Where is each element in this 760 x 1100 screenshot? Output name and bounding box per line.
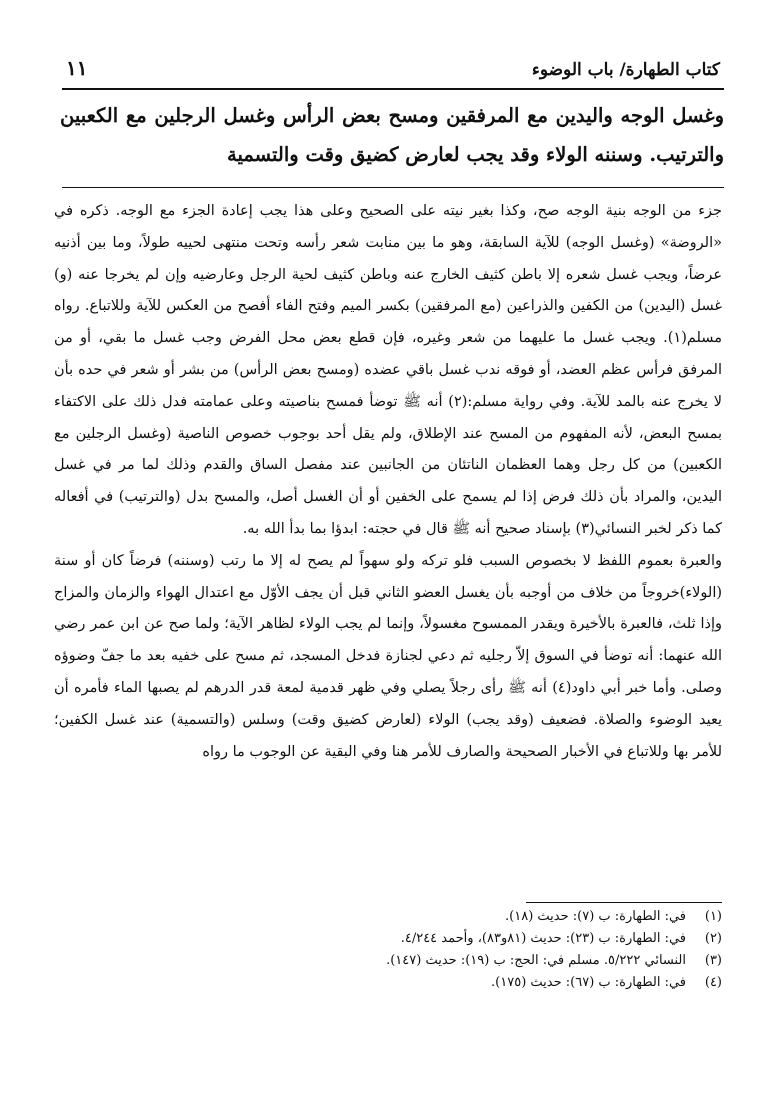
commentary-paragraph: والعبرة بعموم اللفظ لا بخصوص السبب فلو تركه ولو سهواً لم يصح له إلا ما رتب (وسننه) فرضاً كان أو سنة (الولاء)خروجاً من خلاف من أوجبه بأن يغسل العضو الثاني قبل أن يجف الأوّل مع اعتدال الهواء والزمان والمزاج وإذا ثلث، فالعبرة بالأخيرة ويقدر الممسوح مغسولاً، وإنما لم يجب الولاء لظاهر الآية؛ ولما صح عن ابن عمر رضي الله عنهما: أنه توضأ في السوق إلاّ رجليه ثم دعي لجنازة فدخل المسجد، ثم مسح على خفيه بعد ما جفّ وضوؤه وصلى. وأما خبر أبي داود(٤) أنه ﷺ رأى رجلاً يصلي وفي ظهر قدمية لمعة قدر الدرهم لم يصبها الماء فأمره أن يعيد الوضوء والصلاة. فضعيف (وقد يجب) الولاء (لعارض كضيق وقت) وسلس (والتسمية) عند غسل الكفين؛ للأمر بها وللاتباع في الأخبار الصحيحة والصارف للأمر هنا وفي البقية عن الوجوب ما رواه: [54, 552, 722, 760]
commentary-paragraph: جزء من الوجه بنية الوجه صح، وكذا بغير نيته على الصحيح وعلى هذا يجب إعادة الجزء مع الوجه. ذكره في «الروضة» (وغسل الوجه) للآية السابقة، وهو ما بين منابت شعر رأسه وتحت منتهى لحييه طولاً، وما بين أذنيه عرضاً، ويجب غسل شعره إلا باطن كثيف الخارج عنه وباطن كثيف لحية الرجل وعارضيه وإن لم يخرجا عنه (و) غسل (اليدين) من الكفين والذراعين (مع المرفقين) بكسر الميم وفتح الفاء أفصح من العكس للآية وللاتباع. رواه مسلم(١). ويجب غسل ما عليهما من شعر وغيره، فإن قطع بعض محل الفرض وجب غسل ما بقي، أو من المرفق فرأس عظم العضد، أو فوقه ندب غسل باقي عضده (ومسح بعض الرأس) من بشر أو شعر في حده بأن لا يخرج عنه بالمد للآية. وفي رواية مسلم:(٢) أنه ﷺ توضأ فمسح بناصيته وعلى عمامته فدل ذلك على الاكتفاء بمسح البعض، لأنه المفهوم من المسح عند الإطلاق، ولم يقل أحد بوجوب خصوص الناصية (وغسل الرجلين مع الكعبين) من كل رجل وهما العظمان الناتئان من الجانبين عند مفصل الساق والقدم وذلك لما مر في غسل اليدين، والمراد بأن ذلك فرض إذا لم يسمح على الخفين أو أن الغسل أصل، والمسح بدل (والترتيب) في أفعاله كما ذكر لخبر النسائي(٣) بإسناد صحيح أنه ﷺ قال في حجته: ابدؤا بما بدأ الله به.: [54, 203, 722, 537]
footnote-number: (٢): [704, 931, 722, 946]
page-number: ١١: [66, 56, 88, 80]
footnote: [200, 950, 722, 972]
page-header: [66, 50, 720, 80]
footnote-number: (١): [704, 909, 722, 924]
footnote-divider: [526, 902, 722, 903]
footnote-text: في: الطهارة: ب (٦٧): حديث (١٧٥).: [491, 975, 686, 990]
footnotes: [200, 906, 722, 994]
footnote-text: في: الطهارة: ب (٢٣): حديث (٨١و٨٣)، وأحمد ٤/٢٤٤.: [400, 931, 686, 946]
footnote: [200, 972, 722, 994]
footnote-number: (٣): [704, 953, 722, 968]
footnote: [200, 928, 722, 950]
footnote-number: (٤): [704, 975, 722, 990]
header-divider: [62, 88, 724, 90]
commentary: [54, 196, 722, 768]
main-text: وغسل الوجه واليدين مع المرفقين ومسح بعض الرأس وغسل الرجلين مع الكعبين والترتيب. وسننه الولاء وقد يجب لعارض كضيق وقت والتسمية: [60, 104, 724, 166]
running-head: كتاب الطهارة/ باب الوضوء: [531, 60, 720, 80]
footnote-text: في: الطهارة: ب (٧): حديث (١٨).: [505, 909, 686, 924]
footnote: [200, 906, 722, 928]
main-text-divider: [62, 187, 724, 188]
footnote-text: النسائي ٥/٢٢٢. مسلم في: الحج: ب (١٩): حديث (١٤٧).: [386, 953, 686, 968]
